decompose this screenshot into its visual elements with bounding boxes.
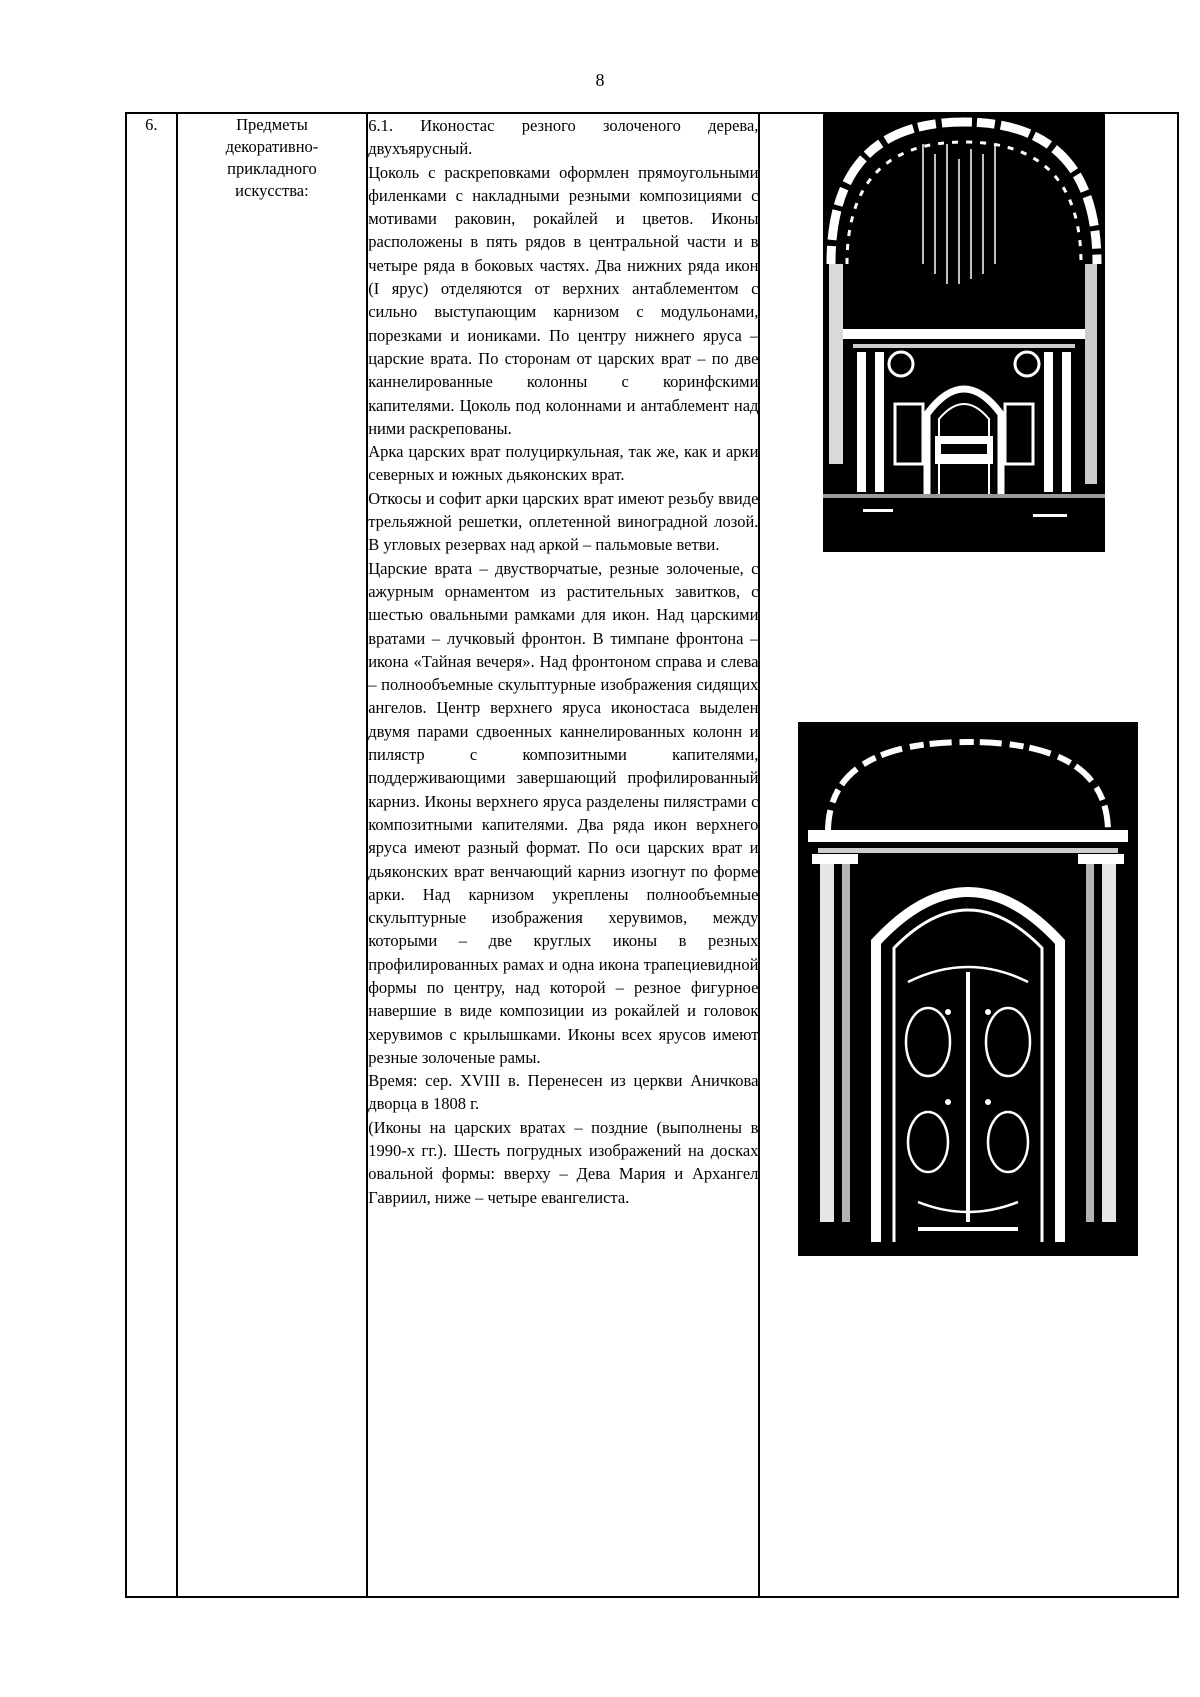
photo-cell — [759, 113, 1178, 1597]
description-paragraph: Откосы и софит арки царских врат имеют резьбу ввиде трельяжной решетки, оплетенной виноградной лозой. В угловых резервах над аркой – пальмовые ветви. — [368, 488, 759, 555]
description-paragraph: Арка царских врат полуциркульная, так же, как и арки северных и южных дьяконских врат. — [368, 442, 759, 485]
category-line: искусства: — [235, 181, 309, 200]
description-paragraph: 6.1. Иконостас резного золоченого дерева, двухъярусный. — [368, 116, 759, 159]
description-paragraph: Царские врата – двустворчатые, резные золоченые, с ажурным орнаментом из растительных завитков, с шестью овальными рамками для икон. Над царскими вратами – лучковый фронтон. В тимпане фронтона – икона «Тайная вечеря». Над фронтоном справа и слева – полнообъемные скульптурные изображения сидящих ангелов. Центр верхнего яруса иконостаса выделен двумя парами сдвоенных каннелированных колонн и пилястр с композитными капителями, поддерживающими завершающий профилированный карниз. Иконы верхнего яруса разделены пилястрами с композитными капителями. Два ряда икон верхнего яруса имеют разный формат. По оси царских врат и дьяконских врат венчающий карниз изогнут по форме арки. Над карнизом укреплены полнообъемные скульптурные изображения херувимов, между которыми – две круглых иконы в резных профилированных рамах и одна икона трапециевидной формы по центру, над которой – резное фигурное навершие в виде композиции из рокайлей и головок херувимов с крылышками. Иконы всех ярусов имеют резные золоченые рамы. — [368, 558, 759, 1067]
row-number-cell — [126, 113, 177, 1597]
category-cell — [177, 113, 368, 1597]
category-line: Предметы — [236, 115, 308, 134]
page-number: 8 — [595, 70, 605, 90]
table-row — [126, 113, 1178, 1597]
iconostasis-photo-image — [823, 114, 1105, 552]
royal-doors-photo-image — [798, 722, 1138, 1256]
inventory-table — [125, 112, 1179, 1598]
category-line: прикладного — [227, 159, 317, 178]
category-line: декоративно- — [225, 137, 319, 156]
iconostasis-photo — [823, 114, 1105, 552]
royal-doors-photo — [798, 722, 1138, 1256]
row-number: 6. — [145, 115, 158, 134]
description-paragraph: Время: сер. XVIII в. Перенесен из церкви Аничкова дворца в 1808 г. — [368, 1071, 759, 1114]
description-paragraph: Цоколь с раскреповками оформлен прямоугольными филенками с накладными резными композициями с мотивами раковин, рокайлей и цветов. Иконы расположены в пять рядов в центральной части и в четыре ряда в боковых частях. Два нижних ряда икон (I ярус) отделяются от верхних антаблементом с сильно выступающим карнизом с модульонами, порезками и иониками. По центру нижнего яруса – царские врата. По сторонам от царских врат – по две каннелированные колонны с коринфскими капителями. Цоколь под колоннами и антаблемент над ними раскрепованы. — [368, 162, 759, 438]
description-cell — [367, 113, 759, 1597]
description-paragraph: (Иконы на царских вратах – поздние (выполнены в 1990-х гг.). Шесть погрудных изображений на досках овальной формы: вверху – Дева Мария и Архангел Гавриил, ниже – четыре евангелиста. — [368, 1117, 759, 1207]
